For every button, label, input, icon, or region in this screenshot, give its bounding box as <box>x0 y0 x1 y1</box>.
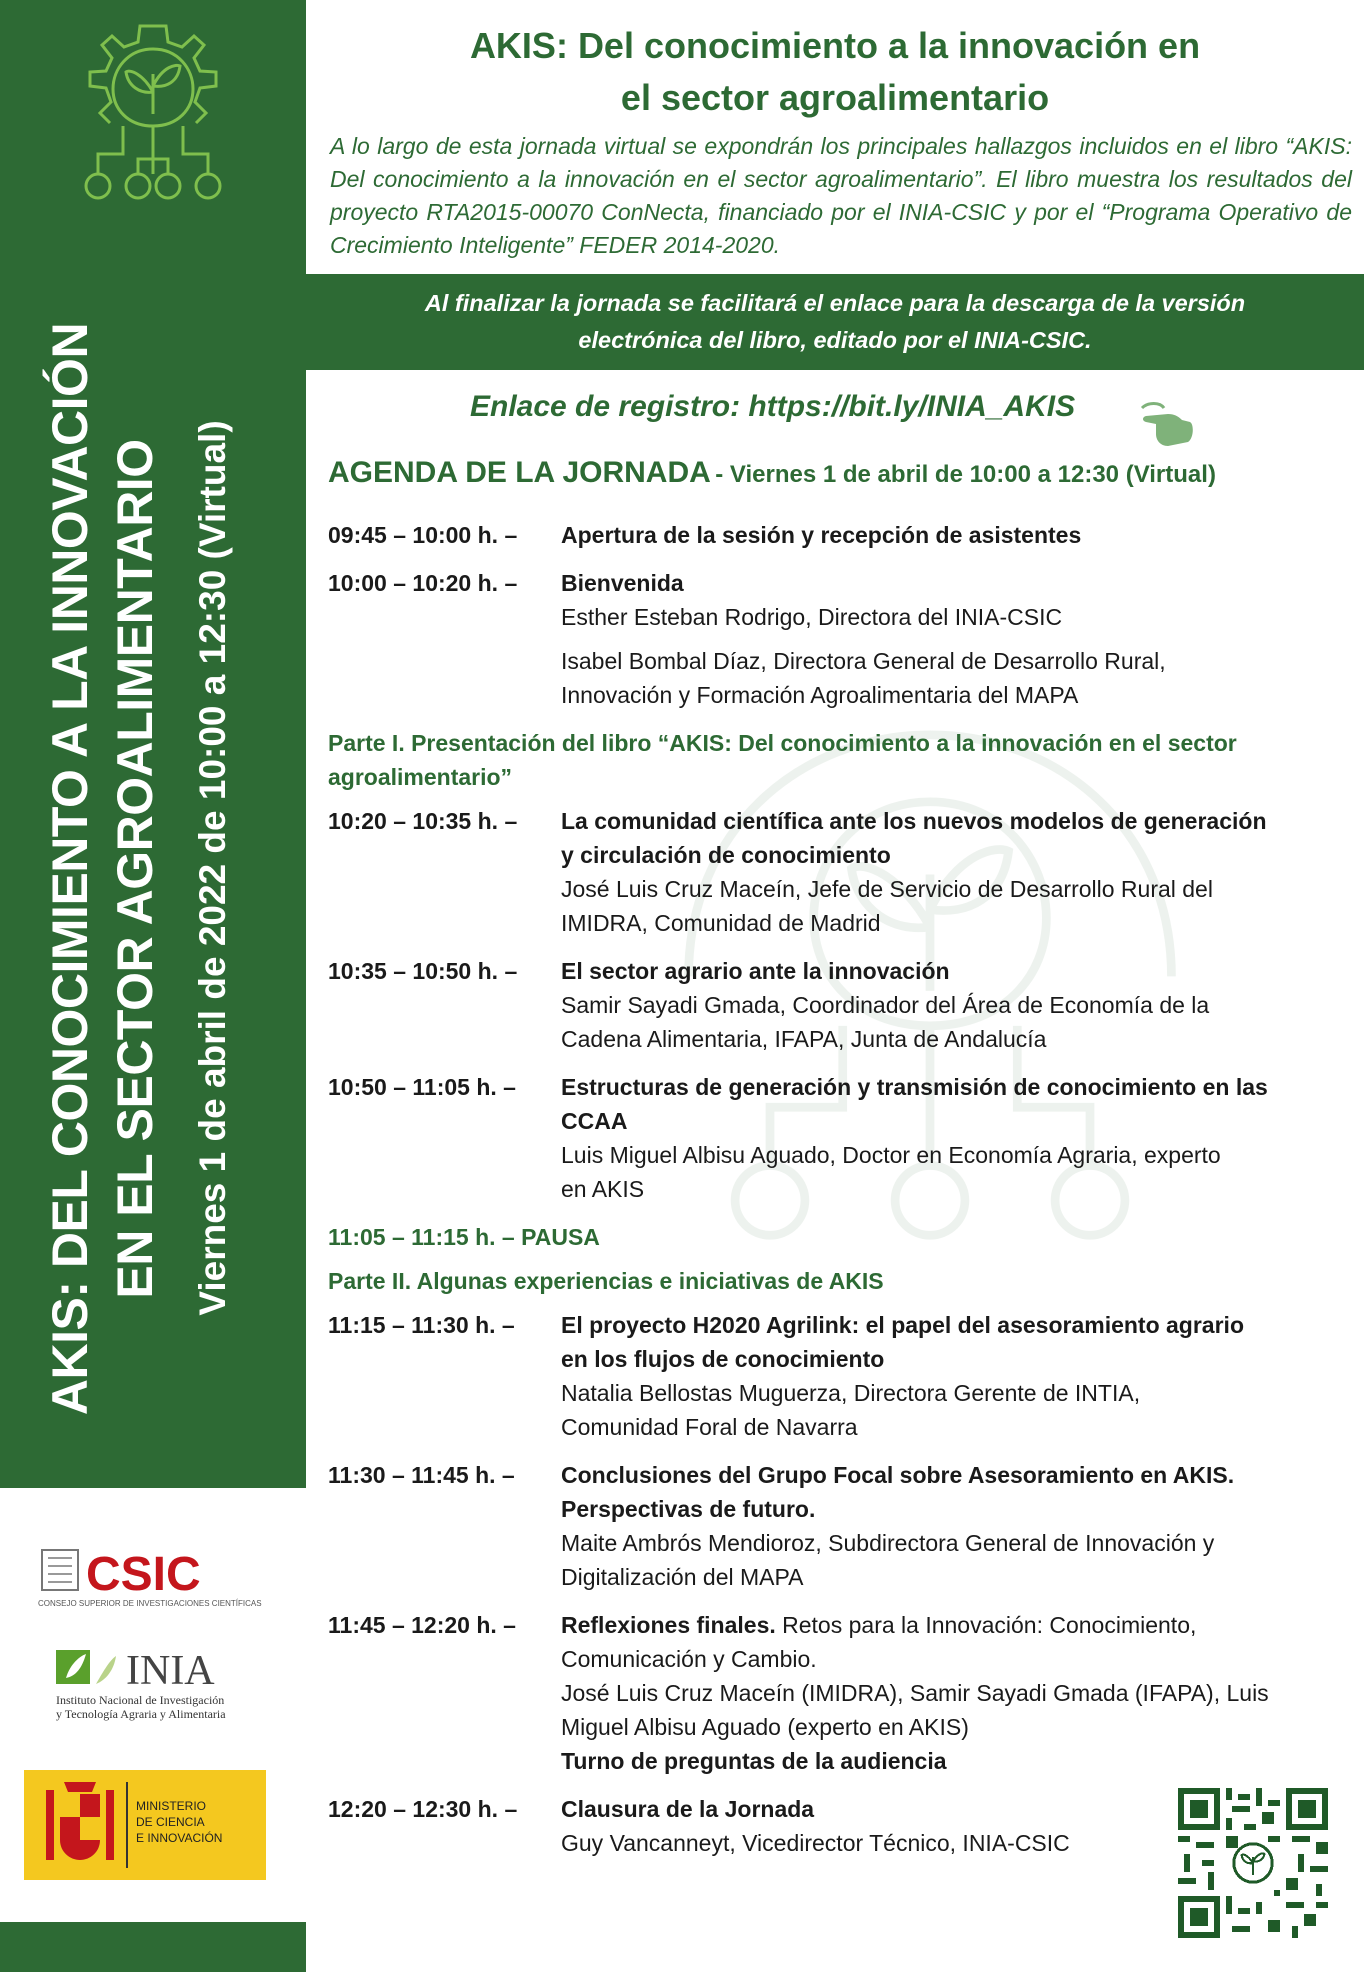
section-heading-part-2: Parte II. Algunas experiencias e iniciativas de AKIS <box>328 1268 884 1294</box>
qr-code[interactable] <box>1178 1788 1328 1938</box>
title-line-1: AKIS: Del conocimiento a la innovación en <box>469 25 1201 66</box>
agenda-speaker: Maite Ambrós Mendioroz, Subdirectora General de Innovación y <box>561 1530 1215 1556</box>
agenda-speaker: Isabel Bombal Díaz, Directora General de Desarrollo Rural, <box>561 648 1166 674</box>
agenda-item-1145 <box>328 1608 1348 1778</box>
agenda-speaker: Esther Esteban Rodrigo, Directora del INIA-CSIC <box>561 604 1063 630</box>
registration-link[interactable]: Enlace de registro: https://bit.ly/INIA_AKIS <box>470 390 1076 423</box>
section-line: Parte I. Presentación del libro “AKIS: Del conocimiento a la innovación en el sector <box>328 730 1237 756</box>
agenda-heading-title: AGENDA DE LA JORNADA <box>328 456 711 489</box>
rotated-date: Viernes 1 de abril de 2022 de 10:00 a 12:30 (Virtual) <box>192 420 233 1316</box>
agenda-item-1035 <box>328 954 1348 1056</box>
sidebar-panel <box>0 0 306 1488</box>
agenda-item-1020 <box>328 804 1348 940</box>
ministry-line-1: MINISTERIO <box>136 1799 207 1813</box>
inia-subtitle-1: Instituto Nacional de Investigación <box>56 1693 225 1707</box>
agenda-speaker: José Luis Cruz Maceín (IMIDRA), Samir Sayadi Gmada (IFAPA), Luis <box>561 1680 1269 1706</box>
agenda-title: Bienvenida <box>561 570 684 596</box>
ministry-line-3: E INNOVACIÓN <box>136 1831 223 1845</box>
agenda-speaker: Guy Vancanneyt, Vicedirector Técnico, INIA-CSIC <box>561 1830 1070 1856</box>
rotated-title <box>0 0 306 1488</box>
csic-name: CSIC <box>86 1548 201 1601</box>
agenda-title: y circulación de conocimiento <box>561 842 891 868</box>
agenda-speaker: Comunidad Foral de Navarra <box>561 1414 858 1440</box>
agenda-title: El proyecto H2020 Agrilink: el papel del asesoramiento agrario <box>561 1312 1244 1338</box>
pointing-hand-icon <box>1138 394 1196 450</box>
agenda-item-1050 <box>328 1070 1348 1206</box>
download-banner <box>306 274 1364 370</box>
intro-paragraph: A lo largo de esta jornada virtual se expondrán los principales hallazgos incluidos en el libro “AKIS: Del conocimiento a la innovación en el sector agroalimentario”. El libro muestra los resultados del proyecto RTA2015-00070 ConNecta, financiado por el INIA-CSIC y por el “Programa Operativo de Crecimiento Inteligente” FEDER 2014-2020. <box>330 133 1352 258</box>
banner-line-1: Al finalizar la jornada se facilitará el enlace para la descarga de la versión <box>424 290 1246 316</box>
agenda-speaker: José Luis Cruz Maceín, Jefe de Servicio de Desarrollo Rural del <box>561 876 1213 902</box>
agenda-item-1130 <box>328 1458 1348 1594</box>
agenda-title: Reflexiones finales. <box>561 1612 776 1638</box>
agenda-time: 10:50 – 11:05 h. – <box>328 1074 516 1100</box>
agenda-speaker: Cadena Alimentaria, IFAPA, Junta de Andalucía <box>561 1026 1047 1052</box>
agenda-title: La comunidad científica ante los nuevos modelos de generación <box>561 808 1267 834</box>
agenda-time: 10:35 – 10:50 h. – <box>328 958 518 984</box>
agenda-item-0945 <box>328 518 1348 552</box>
agenda-speaker: IMIDRA, Comunidad de Madrid <box>561 910 881 936</box>
section-line: agroalimentario” <box>328 764 513 790</box>
banner-line-2: electrónica del libro, editado por el INIA-CSIC. <box>578 327 1092 353</box>
rotated-title-line-1: AKIS: DEL CONOCIMIENTO A LA INNOVACIÓN <box>42 322 98 1416</box>
agenda-title: Perspectivas de futuro. <box>561 1496 816 1522</box>
section-heading-part-1 <box>328 726 1348 794</box>
agenda-time: 12:20 – 12:30 h. – <box>328 1796 518 1822</box>
agenda-title: El sector agrario ante la innovación <box>561 958 950 984</box>
agenda-time: 11:30 – 11:45 h. – <box>328 1462 515 1488</box>
agenda-speaker: Innovación y Formación Agroalimentaria del MAPA <box>561 682 1079 708</box>
agenda-time: 10:20 – 10:35 h. – <box>328 808 518 834</box>
sidebar-footer-bar <box>0 1922 306 1972</box>
page-header <box>306 0 1364 124</box>
ministry-logo <box>24 1770 266 1880</box>
agenda-speaker: Miguel Albisu Aguado (experto en AKIS) <box>561 1714 969 1740</box>
agenda-speaker: Digitalización del MAPA <box>561 1564 804 1590</box>
page-title <box>306 20 1364 124</box>
agenda-speaker: en AKIS <box>561 1176 645 1202</box>
agenda-title: Estructuras de generación y transmisión de conocimiento en las <box>561 1074 1268 1100</box>
agenda-time: 11:15 – 11:30 h. – <box>328 1312 515 1338</box>
inia-name: INIA <box>126 1648 215 1694</box>
title-line-2: el sector agroalimentario <box>620 77 1050 118</box>
agenda-speaker: Luis Miguel Albisu Aguado, Doctor en Economía Agraria, experto <box>561 1142 1221 1168</box>
inia-subtitle-2: y Tecnología Agraria y Alimentaria <box>56 1707 226 1721</box>
agenda-heading <box>328 456 1216 490</box>
agenda-pause: 11:05 – 11:15 h. – PAUSA <box>328 1224 600 1250</box>
rotated-title-line-2: EN EL SECTOR AGROALIMENTARIO <box>107 439 163 1299</box>
agenda-title-rest: Retos para la Innovación: Conocimiento, <box>782 1612 1197 1638</box>
agenda-title: Apertura de la sesión y recepción de asistentes <box>561 522 1082 548</box>
agenda-speaker: Samir Sayadi Gmada, Coordinador del Área de Economía de la <box>561 992 1210 1018</box>
agenda-title-rest: Comunicación y Cambio. <box>561 1646 817 1672</box>
agenda-title: en los flujos de conocimiento <box>561 1346 885 1372</box>
agenda-title: Conclusiones del Grupo Focal sobre Asesoramiento en AKIS. <box>561 1462 1235 1488</box>
ministry-line-2: DE CIENCIA <box>136 1815 205 1829</box>
agenda-title: Turno de preguntas de la audiencia <box>561 1748 947 1774</box>
agenda-speaker: Natalia Bellostas Muguerza, Directora Gerente de INTIA, <box>561 1380 1141 1406</box>
csic-logo <box>38 1546 268 1610</box>
agenda-item-1115 <box>328 1308 1348 1444</box>
agenda-time: 10:00 – 10:20 h. – <box>328 570 518 596</box>
agenda-list <box>328 518 1348 1874</box>
agenda-time: 09:45 – 10:00 h. – <box>328 522 518 548</box>
agenda-heading-date: - Viernes 1 de abril de 10:00 a 12:30 (Virtual) <box>715 461 1216 488</box>
agenda-item-1000 <box>328 566 1348 712</box>
agenda-time: 11:45 – 12:20 h. – <box>328 1612 516 1638</box>
agenda-title: CCAA <box>561 1108 628 1134</box>
csic-subtitle: CONSEJO SUPERIOR DE INVESTIGACIONES CIENTÍFICAS <box>38 1599 262 1608</box>
spain-coat-of-arms-icon <box>24 1770 266 1880</box>
agenda-title: Clausura de la Jornada <box>561 1796 815 1822</box>
inia-logo <box>56 1648 256 1730</box>
